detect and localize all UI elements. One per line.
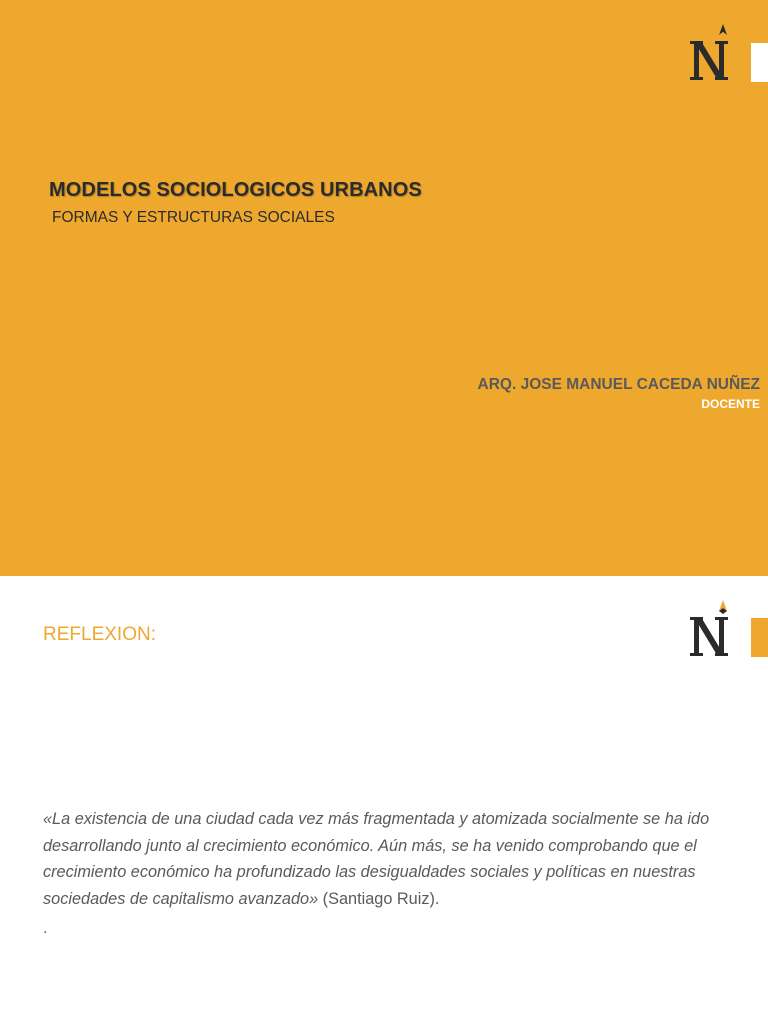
presentation-subtitle: FORMAS Y ESTRUCTURAS SOCIALES [52,209,335,226]
slide-edge-tab [751,618,768,657]
author-role: DOCENTE [701,397,760,411]
logo-n-compass-icon [688,600,732,660]
slide-edge-tab [751,43,768,82]
quote-attribution: (Santiago Ruiz). [318,889,440,908]
logo-n-compass-icon [688,24,732,84]
reflection-slide [0,576,768,1024]
trailing-mark: . [43,920,48,937]
presentation-title: MODELOS SOCIOLOGICOS URBANOS [49,179,422,201]
author-name: ARQ. JOSE MANUEL CACEDA NUÑEZ [477,376,760,393]
quote-text: «La existencia de una ciudad cada vez más fragmentada y atomizada socialmente se ha ido desarrollando junto al crecimiento económico. Aún más, se ha venido comprobando que el crecimiento económico ha profundizado las desigualdades sociales y políticas en nuestras sociedades de capitalismo avanzado» [43,810,710,908]
section-heading: REFLEXION: [43,624,156,645]
quote-block [43,806,733,912]
